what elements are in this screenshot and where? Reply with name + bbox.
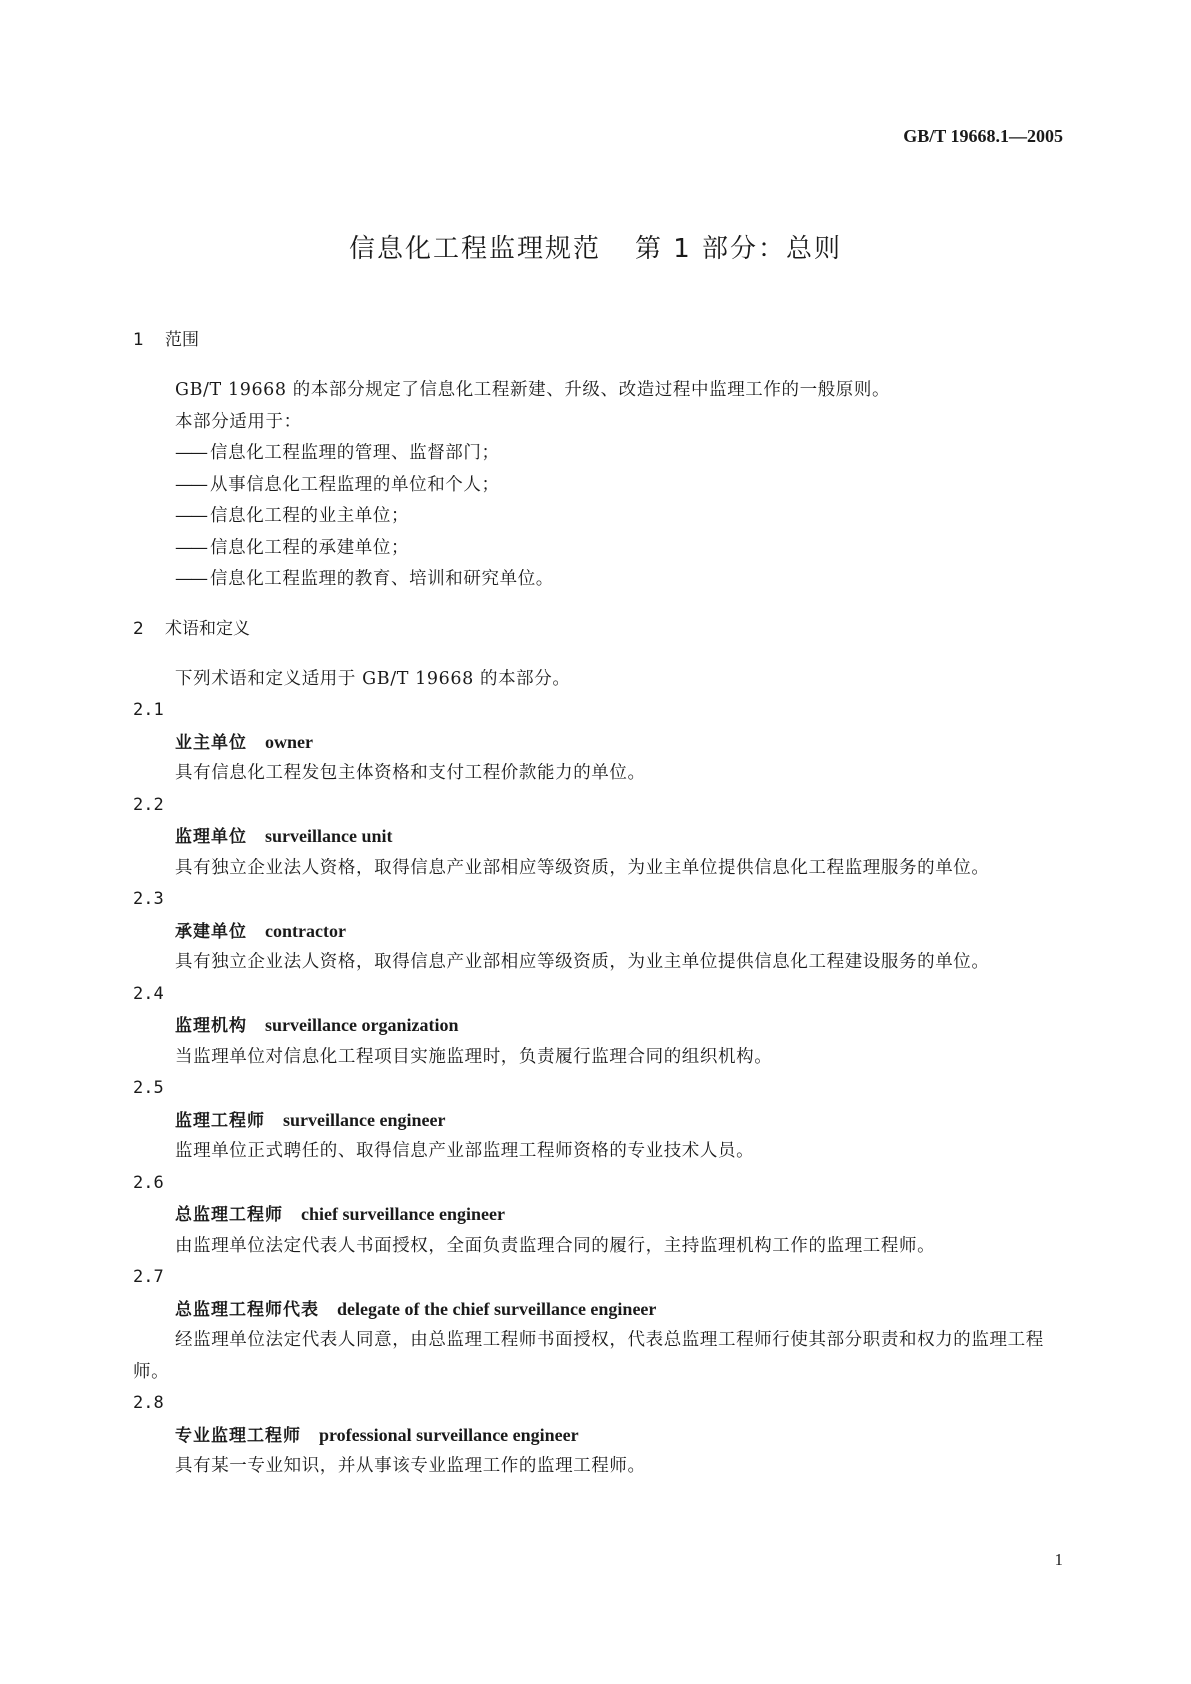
section-number: 2: [133, 618, 144, 639]
document-title: [0, 228, 1191, 265]
scope-intro: 本部分适用于：: [175, 411, 302, 432]
term-heading: 监理机构 surveillance organization: [175, 1015, 459, 1036]
term-definition: 具有信息化工程发包主体资格和支付工程价款能力的单位。: [175, 763, 646, 783]
term-entry: [133, 884, 1061, 979]
term-heading: 业主单位 owner: [175, 731, 313, 753]
section-heading-scope: [133, 325, 1061, 355]
clause-number: 2.2: [133, 794, 164, 815]
term-definition: 当监理单位对信息化工程项目实施监理时，负责履行监理合同的组织机构。: [175, 1046, 773, 1067]
term-definition: 具有独立企业法人资格，取得信息产业部相应等级资质，为业主单位提供信息化工程建设服务的单位。: [175, 952, 990, 972]
clause-number: 2.4: [133, 983, 164, 1004]
page-number: 1: [1054, 1550, 1063, 1569]
title-main: 信息化工程监理规范: [348, 234, 601, 264]
document-body: [133, 325, 1061, 1483]
list-item: —— 信息化工程监理的管理、监督部门；: [175, 443, 500, 463]
clause-number: 2.8: [133, 1393, 164, 1413]
term-definition: 具有独立企业法人资格，取得信息产业部相应等级资质，为业主单位提供信息化工程监理服务的单位。: [175, 857, 990, 878]
term-heading: 监理单位 surveillance unit: [175, 826, 393, 847]
term-heading: 监理工程师 surveillance engineer: [175, 1109, 446, 1131]
term-entry: [133, 695, 1061, 790]
standard-code: GB/T 19668.1—2005: [903, 126, 1063, 146]
section-title: 范围: [165, 330, 199, 350]
term-entry: [133, 790, 1061, 885]
term-heading: 总监理工程师 chief surveillance engineer: [175, 1204, 505, 1225]
clause-number: 2.6: [133, 1172, 164, 1193]
clause-number: 2.5: [133, 1078, 164, 1098]
term-heading: 专业监理工程师 professional surveillance engineer: [175, 1424, 579, 1446]
term-definition: 监理单位正式聘任的、取得信息产业部监理工程师资格的专业技术人员。: [175, 1141, 755, 1161]
term-entry: [133, 1168, 1061, 1263]
list-item: —— 从事信息化工程监理的单位和个人；: [175, 474, 500, 495]
clause-number: 2.7: [133, 1267, 164, 1287]
list-item: —— 信息化工程监理的教育、培训和研究单位。: [175, 569, 554, 589]
section-heading-terms: [133, 614, 1061, 644]
list-item: —— 信息化工程的业主单位；: [175, 506, 410, 526]
term-entry: [133, 1073, 1061, 1168]
section-number: 1: [133, 330, 144, 350]
clause-number: 2.3: [133, 889, 164, 909]
term-entry: [133, 979, 1061, 1074]
title-part: 第 1 部分：总则: [634, 234, 843, 264]
term-entry: [133, 1388, 1061, 1483]
term-heading: 承建单位 contractor: [175, 920, 346, 942]
term-definition: 由监理单位法定代表人书面授权，全面负责监理合同的履行，主持监理机构工作的监理工程师。: [175, 1235, 936, 1256]
section-title: 术语和定义: [165, 618, 250, 639]
term-heading: 总监理工程师代表 delegate of the chief surveillance engineer: [175, 1298, 657, 1320]
terms-intro: 下列术语和定义适用于 GB/T 19668 的本部分。: [175, 668, 571, 689]
term-entry: [133, 1262, 1061, 1388]
clause-number: 2.1: [133, 700, 164, 720]
list-item: —— 信息化工程的承建单位；: [175, 537, 410, 558]
term-definition: 具有某一专业知识，并从事该专业监理工作的监理工程师。: [175, 1456, 646, 1476]
term-definition: 经监理单位法定代表人同意，由总监理工程师书面授权，代表总监理工程师行使其部分职责和权力的监理工程师。: [133, 1330, 1044, 1382]
scope-paragraph: GB/T 19668 的本部分规定了信息化工程新建、升级、改造过程中监理工作的一般原则。: [175, 380, 891, 400]
